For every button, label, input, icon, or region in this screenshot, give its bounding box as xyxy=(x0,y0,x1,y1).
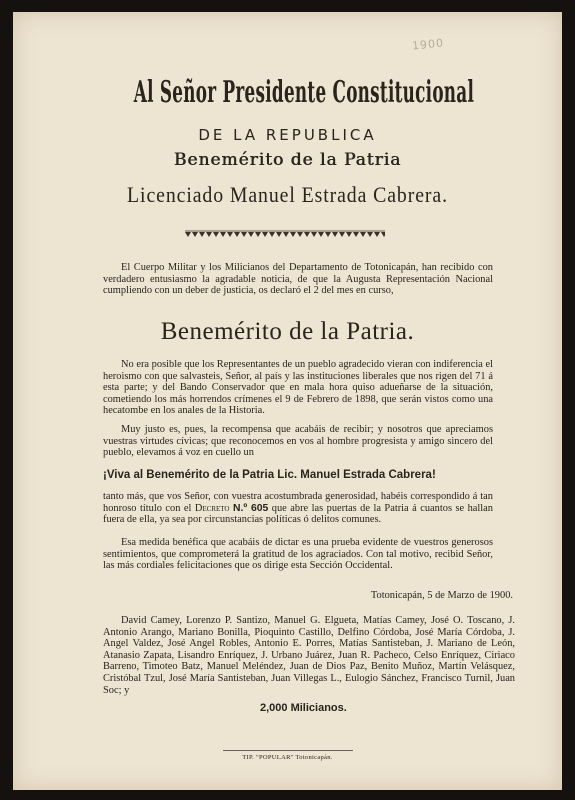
paragraph-4 xyxy=(103,491,493,526)
title-line-1: Al Señor Presidente Constitucional xyxy=(133,75,475,110)
paragraph-2: No era posible que los Representantes de un pueblo agradecido vieran con indiferencia el heroismo con que salvasteis, Señor, al país y las instituciones liberales que nos rigen del 71 á esta parte; y del Bando Conservador que en mala hora quiso adueñarse de la situación, cometiendo los más horrendos crímenes el 9 de Febrero de 1898, que serán vistos como una hecatombe en los anales de la Historia. xyxy=(103,359,493,417)
decreto-label: Decreto xyxy=(194,502,230,514)
viva-line: ¡Viva al Benemérito de la Patria Lic. Manuel Estrada Cabrera! xyxy=(103,469,436,481)
paragraph-3: Muy justo es, pues, la recompensa que acabáis de recibir; y nosotros que apreciamos vuestras virtudes cívicas; que reconocemos en vos al hombre progresista y amigo sincero del pueblo, elevamos á voz en cuello un xyxy=(103,424,493,459)
printer-rule xyxy=(223,750,353,751)
document-page xyxy=(13,12,562,790)
paragraph-5: Esa medida benéfica que acabáis de dictar es una prueba evidente de vuestros generosos sentimientos, que comprometerá la gratitud de los agraciados. Con tal motivo, recibid Señor, las más cordiales felicitaciones que os dirige esta Sección Occidental. xyxy=(103,537,493,572)
pencil-annotation: 1900 xyxy=(411,36,445,53)
heading-benemerito: Benemérito de la Patria. xyxy=(160,318,415,345)
title-line-2: DE LA REPUBLICA xyxy=(198,126,377,144)
decreto-number: N.º 605 xyxy=(232,502,269,514)
signatories-list: David Camey, Lorenzo P. Santizo, Manuel G. Elgueta, Matías Camey, José O. Toscano, J. Antonio Arango, Mariano Bonilla, Pioquinto Castillo, Delfino Córdoba, José María Córdoba, J. Angel Valdez, José Angel Robles, Antonio E. Porres, Matías Santisteban, J. Mariano de León, Atanasio Zapata, Lisandro Enríquez, J. Urbano Juárez, Juan R. Pacheco, Celso Enríquez, Ciriaco Barreno, Timoteo Batz, Manuel Meléndez, Juan de Dios Paz, Benito Muñoz, Martín Velásquez, Cristóbal Tzul, José María Santisteban, Juan Villegas L., Eulogio Sánchez, Francisco Turnil, Juan Soc; y xyxy=(103,615,515,696)
milicianos-count: 2,000 Milicianos. xyxy=(260,702,347,714)
paragraph-4-start: tanto más, que vos Señor, con vuestra acostumbrada generosidad, habéis correspondido á tan honroso título con el xyxy=(103,491,493,514)
paragraph-4-end: que abre las puertas de la Patria á cuantos se hallan fuera de ella, ya sea por circunstancias políticas ó delitos comunes. xyxy=(103,502,493,526)
paragraph-1: El Cuerpo Militar y los Milicianos del Departamento de Totonicapán, han recibido con verdadero entusiasmo la agradable noticia, de que la Augusta Representación Nacional cumpliendo con un deber de justicia, os declaró el 2 del mes en curso, xyxy=(103,262,493,297)
title-line-4: Licenciado Manuel Estrada Cabrera. xyxy=(127,182,448,207)
title-line-3: Benemérito de la Patria xyxy=(173,150,402,170)
place-date: Totonicapán, 5 de Marzo de 1900. xyxy=(370,590,513,601)
printer-imprint: TIP. "POPULAR" Totonicapán. xyxy=(242,754,333,761)
ornament-divider xyxy=(185,230,385,240)
